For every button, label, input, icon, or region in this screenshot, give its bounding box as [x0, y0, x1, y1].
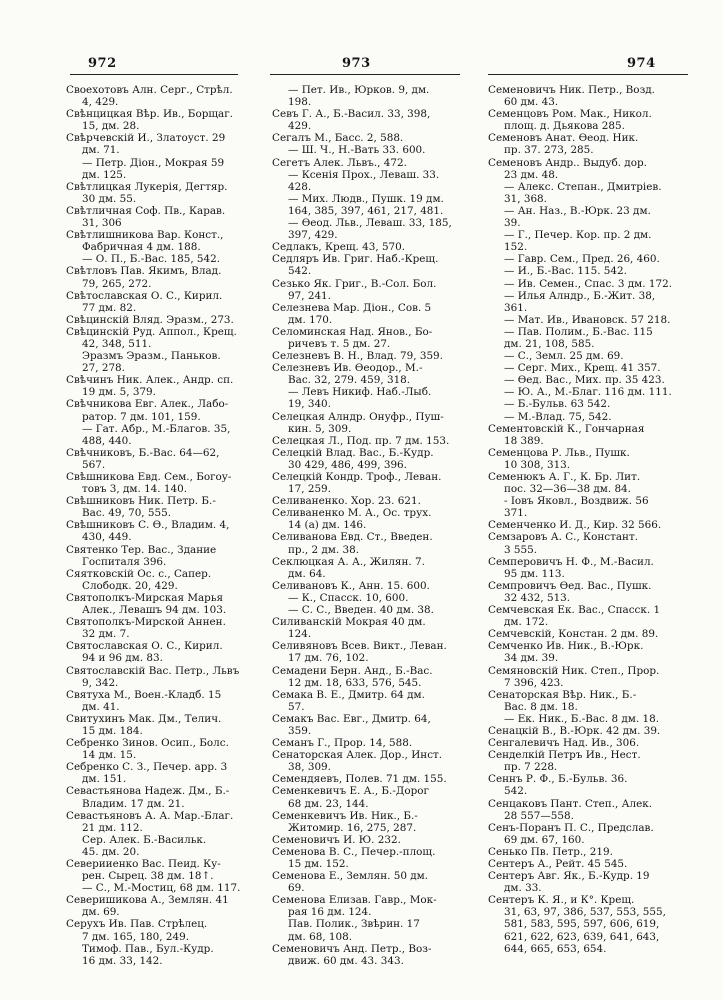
entry-line: 94 и 96 дм. 83. [82, 652, 163, 665]
entry-line: дм. 170. [288, 313, 333, 326]
entry-line: Свитухинъ Мак. Дм., Телич. [66, 712, 222, 725]
entry-line: Семенова Е., Землян. 50 дм. [272, 870, 429, 883]
entry-line: Сенько Пв. Петр., 219. [488, 845, 613, 858]
entry-line: Фабричная 4 дм. 188. [82, 241, 201, 254]
entry-line: Северииенко Вас. Пеид. Ку- [66, 858, 221, 870]
entry-line: 371. [504, 507, 528, 520]
entry-line: 39. [504, 217, 521, 230]
entry-line: товъ 3, дм. 14. 140. [82, 483, 188, 496]
entry-line: 18 389. [504, 434, 544, 447]
entry-line: Селезнева Мар. Діон., Сов. 5 [272, 301, 432, 314]
entry-line: 15 дм. 152. [288, 858, 349, 870]
entry-line: Святополкъ-Мирской Аннен. [66, 616, 226, 629]
entry-line: Селиванова Евд. Ст., Введен. [272, 531, 433, 544]
entry-line: дм. 125. [82, 168, 127, 181]
entry-line: Семеновъ Андр.. Выдуб. дор. [488, 156, 647, 169]
entry-line: 95 дм. 113. [504, 567, 565, 580]
entry-line: дм. 41. [82, 700, 120, 713]
entry-line: 164, 385, 397, 461, 217, 481. [288, 204, 444, 217]
entry-line: — Серг. Мих., Крещ. 41 357. [504, 362, 661, 375]
entry-line: Сенгалевичъ Над. Ив., 306. [488, 737, 640, 750]
entry-line: Семакъ Вас. Евг., Дмитр. 64, [272, 712, 431, 725]
entry-line: 621, 622, 623, 639, 641, 643, [504, 930, 660, 943]
entry-line: — Алекс. Степан., Дмитріев. [504, 180, 662, 193]
entry-line: Сезько Як. Григ., В.-Сол. Бол. [272, 277, 437, 290]
entry-line: Семеновъ Анат. Ѳеод. Ник. [488, 132, 639, 145]
entry-line: Святославскій Вас. Петр., Львъ [66, 664, 240, 677]
entry-line: 15 дм. 184. [82, 724, 143, 737]
entry-line: Святославская О. С., Кирил. [66, 640, 223, 653]
entry-line: — Ксенія Прох., Леваш. 33. [288, 168, 440, 181]
page-number-left: 972 [88, 56, 117, 71]
entry-line: пр. 7 228. [504, 761, 558, 774]
entry-line: Семенкевичъ Ив. Ник., Б.- [272, 809, 418, 822]
entry-line: — К., Спасск. 10, 600. [288, 591, 409, 604]
entry-line: — М.-Влад. 75, 542. [504, 410, 612, 423]
entry-line: 19 дм. 5, 379. [82, 386, 156, 399]
header-rule-right [488, 74, 688, 75]
entry-line: Семеновичъ Ник. Петр., Возд. [488, 84, 655, 96]
entry-line: 30 429, 486, 499, 396. [288, 458, 407, 471]
entry-line: 14 (а) дм. 146. [288, 519, 367, 532]
entry-line: Вас. 49, 70, 555. [82, 507, 172, 520]
entry-line: Силиванскій Мокрая 40 дм. [272, 616, 426, 629]
entry-line: дм. 71. [82, 144, 120, 157]
entry-line: Селоминская Над. Янов., Бо- [272, 325, 433, 338]
entry-line: 32 дм. 7. [82, 628, 130, 641]
entry-line: 152. [504, 241, 528, 254]
entry-line: Селецкій Влад. Вас., Б.-Кудр. [272, 446, 434, 459]
entry-line: Семчевская Ек. Вас., Спасск. 1 [488, 604, 661, 617]
entry-line: Сентеръ Авг. Як., Б.-Кудр. 19 [488, 870, 650, 883]
entry-line: — Ек. Ник., Б.-Вас. 8 дм. 18. [504, 712, 659, 725]
column-right [488, 84, 698, 955]
entry-line: 3 555. [504, 543, 538, 556]
entry-line: Семчевскій, Констан. 2 дм. 89. [488, 628, 659, 641]
entry-line: Себренко Зинов. Осип., Болс. [66, 737, 229, 750]
entry-line: Сенацкій В., В.-Юрк. 42 дм. 39. [488, 724, 661, 737]
entry-line: Свѣцинскій Руд. Аппол., Крещ. [66, 325, 237, 338]
entry-line: 69 дм. 67, 160. [504, 833, 585, 846]
entry-line: Семенченко И. Д., Кир. 32 566. [488, 519, 662, 532]
entry-line: пр., 2 дм. 38. [288, 543, 360, 556]
entry-line: движ. 60 дм. 43. 343. [288, 954, 404, 967]
entry-line: Пав. Полик., Звѣрин. 17 [288, 918, 420, 931]
entry-line: Свѣтлишникова Вар. Конст., [66, 229, 224, 242]
entry-line: Госпиталя 396. [82, 555, 167, 568]
entry-line: 644, 665, 653, 654. [504, 942, 607, 955]
entry-line: 31, 368. [504, 192, 547, 205]
entry-line: 45. дм. 20. [82, 845, 140, 858]
entry-line: — Мат. Ив., Ивановск. 57 218. [504, 313, 671, 326]
entry-line: 542. [288, 265, 312, 278]
entry-line: Сенъ-Поранъ П. С., Предслав. [488, 821, 654, 834]
entry-line: Семперовичъ Н. Ф., М.-Васил. [488, 555, 654, 568]
entry-line: — Ѳед. Вас., Мих. пр. 35 423. [504, 374, 665, 387]
entry-line: — Илья Алндр., Б.-Жит. 38, [504, 289, 656, 302]
entry-line: Свѣшниковъ С. Ѳ., Владим. 4, [66, 519, 230, 532]
entry-line: Селецкая Л., Под. пр. 7 дм. 153. [272, 434, 450, 447]
entry-line: 14 дм. 15. [82, 749, 137, 762]
entry-line: 542. [504, 785, 528, 798]
entry-line: 69. [288, 882, 305, 895]
entry-line: рая 16 дм. 124. [288, 906, 372, 919]
entry-line: Семака В. Е., Дмитр. 64 дм. [272, 688, 425, 701]
entry-line: Сегалъ М., Басс. 2, 588. [272, 132, 404, 145]
entry-line: площ. д. Дьякова 285. [504, 120, 625, 133]
entry-line: кин. 5, 309. [288, 422, 352, 435]
entry-line: Севастьянова Надеж. Дм., Б.- [66, 785, 230, 798]
entry-line: — С., М.-Мостиц, 68 дм. 117. [82, 882, 241, 895]
entry-line: — О. П., Б.-Вас. 185, 542. [82, 253, 221, 266]
page-number-right: 974 [627, 56, 656, 71]
entry-line: Семенцовъ Ром. Мак., Никол. [488, 108, 652, 121]
entry-line: Семченко Ив. Ник., В.-Юрк. [488, 640, 644, 653]
entry-line: — Ан. Наз., В.-Юрк. 23 дм. [504, 204, 651, 217]
entry-line: 57. [288, 700, 305, 713]
entry-line: 7 дм. 165, 180, 249. [82, 930, 190, 943]
entry-line: 124. [288, 628, 312, 641]
entry-line: 27, 278. [82, 362, 125, 375]
entry-line: Семенова Елизав. Гавр., Мок- [272, 894, 437, 907]
entry-line: рен. Сырец. 38 дм. 18↑. [82, 870, 214, 883]
entry-line: Сенцаковъ Пант. Степ., Алек. [488, 797, 653, 810]
entry-line: Слободк. 20, 429. [82, 579, 178, 592]
entry-line: Селивяновъ Всев. Викт., Леван. [272, 640, 447, 653]
entry-line: — Г., Печер. Кор. пр. 2 дм. [504, 229, 652, 242]
entry-line: Свѣтлицкая Лукерія, Дегтяр. [66, 180, 228, 193]
entry-line: — Левъ Никиф. Наб.-Лыб. [288, 386, 432, 399]
entry-line: 4, 429. [82, 96, 119, 109]
entry-line: Семенкевичъ Е. А., Б.-Дорог [272, 785, 429, 798]
entry-line: Свѣтловъ Пав. Якимъ, Влад. [66, 265, 222, 278]
entry-line: дм. 68, 108. [288, 930, 353, 943]
entry-line: 17 дм. 76, 102. [288, 652, 369, 665]
entry-line: Секлюцкая А. А., Жилян. 7. [272, 555, 425, 568]
entry-line: 430, 449. [82, 531, 132, 544]
entry-line: 361. [504, 301, 528, 314]
entry-line: Семанъ Г., Прор. 14, 588. [272, 737, 413, 750]
entry-line: Сенаторская Вѣр. Ник., Б.- [488, 688, 637, 701]
entry-line: пр. 37. 273, 285. [504, 144, 594, 157]
entry-line: Святополкъ-Мирская Марья [66, 591, 224, 604]
entry-line: Семенова В. С., Печер.-площ. [272, 845, 436, 858]
header-rule-center [270, 74, 460, 75]
entry-line: 15, дм. 28. [82, 120, 140, 133]
entry-line: 38, 309. [288, 761, 331, 774]
entry-line: 19, 340. [288, 398, 331, 411]
column-center [272, 84, 477, 967]
entry-line: Сяятковскій Ос. с., Сапер. [66, 567, 212, 580]
entry-line: 42, 348, 511. [82, 337, 152, 350]
entry-line: Селиваненко М. А., Ос. трух. [272, 507, 432, 520]
entry-line: Свѣшникова Евд. Сем., Богоу- [66, 471, 232, 483]
entry-line: Семеновичъ И. Ю. 232. [272, 833, 401, 846]
entry-line: дм. 172. [504, 616, 549, 629]
entry-line: 32 432, 513. [504, 591, 571, 604]
entry-line: 34 дм. 39. [504, 652, 559, 665]
entry-line: Седлакъ, Крещ. 43, 570. [272, 241, 406, 254]
entry-line: — Ю. А., М.-Благ. 116 дм. 111. [504, 386, 672, 399]
entry-line: 68 дм. 23, 144. [288, 797, 369, 810]
entry-line: 79, 265, 272. [82, 277, 152, 290]
entry-line: ратор. 7 дм. 101, 159. [82, 410, 201, 423]
entry-line: Селезневъ В. Н., Влад. 79, 359. [272, 350, 443, 363]
entry-line: Свѣтличная Соф. Пв., Карав. [66, 204, 226, 217]
entry-line: 488, 440. [82, 434, 132, 447]
entry-line: 23 дм. 48. [504, 168, 559, 181]
entry-line: Сенаторская Алек. Дор., Инст. [272, 749, 443, 762]
entry-line: Сементовскій К., Гончарная [488, 422, 645, 435]
entry-line: Алек., Левашъ 94 дм. 103. [82, 604, 227, 617]
entry-line: Эразмъ Эразм., Паньков. [82, 350, 221, 363]
entry-line: — Петр. Діон., Мокрая 59 [82, 156, 225, 169]
entry-line: — Пет. Ив., Юрков. 9, дм. [288, 84, 430, 96]
entry-line: 10 308, 313. [504, 458, 571, 471]
entry-line: Сеннъ Р. Ф., Б.-Бульв. 36. [488, 773, 628, 786]
entry-line: 28 557—558. [504, 809, 574, 822]
entry-line: 16 дм. 33, 142. [82, 954, 163, 967]
entry-line: 77 дм. 82. [82, 301, 137, 314]
entry-line: дм. 21, 108, 585. [504, 337, 595, 350]
entry-line: Вас. 32, 279. 459, 318. [288, 374, 411, 387]
entry-line: 429. [288, 120, 312, 133]
entry-line: Селецкій Кондр. Троф., Леван. [272, 471, 442, 483]
entry-line: — И., Б.-Вас. 115. 542. [504, 265, 627, 278]
entry-line: дм. 69. [82, 906, 120, 919]
entry-line: 397, 429. [288, 229, 338, 242]
entry-line: Свѣцинскій Вляд. Эразм., 273. [66, 313, 234, 326]
entry-line: Семяновскій Ник. Степ., Прор. [488, 664, 660, 677]
entry-line: Севъ Г. А., Б.-Васил. 33, 398, [272, 108, 431, 121]
entry-line: Семенцова Р. Льв., Пушк. [488, 446, 630, 459]
entry-line: Своехотовъ Алн. Серг., Стрѣл. [66, 84, 233, 96]
entry-line: ричевъ т. 5 дм. 27. [288, 337, 391, 350]
entry-line: Житомир. 16, 275, 287. [288, 821, 417, 834]
entry-line: Сегетъ Алек. Львъ., 472. [272, 156, 407, 169]
entry-line: Семенюкъ А. Г., К. Бр. Лит. [488, 471, 641, 483]
entry-line: Семеновичъ Анд. Петр., Воз- [272, 942, 432, 955]
column-left [66, 84, 262, 967]
entry-line: Селиваненко. Хор. 23. 621. [272, 495, 421, 508]
entry-line: Сентеръ К. Я., и К°. Крещ. [488, 894, 635, 907]
entry-line: 97, 241. [288, 289, 331, 302]
entry-line: — Пав. Полим., Б.-Вас. 115 [504, 325, 653, 338]
entry-line: Себренко С. З., Печер. арр. 3 [66, 761, 228, 774]
entry-line: 7 396, 423. [504, 676, 564, 689]
entry-line: 359. [288, 724, 312, 737]
entry-line: Седляръ Ив. Григ. Наб.-Крещ. [272, 253, 439, 266]
entry-line: Сентеръ А., Рейт. 45 545. [488, 858, 628, 870]
entry-line: Свѣрчевскій И., Златоуст. 29 [66, 132, 226, 145]
entry-line: Святенко Тер. Вас., Здание [66, 543, 217, 556]
entry-line: Святуха М., Воен.-Кладб. 15 [66, 688, 222, 701]
entry-line: 17, 259. [288, 483, 331, 496]
entry-line: 428. [288, 180, 312, 193]
entry-line: — С., Земл. 25 дм. 69. [504, 350, 624, 363]
entry-line: — Гавр. Сем., Пред. 26, 460. [504, 253, 660, 266]
entry-line: — Мих. Людв., Пушк. 19 дм. [288, 192, 444, 205]
entry-line: дм. 33. [504, 882, 542, 895]
entry-line: — С. С., Введен. 40 дм. 38. [288, 604, 434, 617]
entry-line: Тимоф. Пав., Бул.-Кудр. [82, 942, 214, 955]
entry-line: дм. 151. [82, 773, 127, 786]
entry-line: Свѣшниковъ Ник. Петр. Б.- [66, 495, 216, 508]
entry-line: 581, 583, 595, 597, 606, 619, [504, 918, 660, 931]
header-rule-left [70, 74, 238, 75]
entry-line: дм. 64. [288, 567, 326, 580]
entry-line: Селивановъ К., Анн. 15. 600. [272, 579, 430, 592]
entry-line: — Гат. Абр., М.-Благов. 35, [82, 422, 231, 435]
entry-line: Свѣчникова Евг. Алек., Лабо- [66, 398, 229, 411]
entry-line: Семзаровъ А. С., Констант. [488, 531, 639, 544]
entry-line: Северишикова А., Землян. 41 [66, 894, 229, 907]
entry-line: пос. 32—36—38 дм. 84. [504, 483, 631, 496]
entry-line: 198. [288, 96, 312, 109]
entry-line: Семадени Берн. Анд., Б.-Вас. [272, 664, 433, 677]
entry-line: Вас. 8 дм. 18. [504, 700, 578, 713]
entry-line: 30 дм. 55. [82, 192, 137, 205]
entry-line: Свѣнцицкая Вѣр. Ив., Борщаг. [66, 108, 233, 121]
entry-line: Селезневъ Ив. Ѳеодор., М.- [272, 362, 423, 375]
entry-line: Селецкая Алндр. Онуфр., Пуш- [272, 410, 444, 423]
entry-line: Севастьяновъ А. А. Мар.-Благ. [66, 809, 234, 822]
entry-line: Сенделкій Петръ Ив., Нест. [488, 749, 641, 762]
entry-line: 31, 306 [82, 217, 122, 230]
entry-line: — Б.-Бульв. 63 542. [504, 398, 611, 411]
entry-line: — Ив. Семен., Спас. 3 дм. 172. [504, 277, 673, 290]
page-number-center: 973 [342, 56, 371, 71]
entry-line: 9, 342. [82, 676, 119, 689]
entry-line: — Ш. Ч., Н.-Вать 33. 600. [288, 144, 426, 157]
entry-line: - Іовъ Яковл., Воздвиж. 56 [504, 495, 649, 508]
entry-line: 567. [82, 458, 106, 471]
entry-line: Семпровичъ Ѳед. Вас., Пушк. [488, 579, 652, 592]
entry-line: — Ѳеод. Льв., Леваш. 33, 185, [288, 217, 452, 230]
entry-line: 12 дм. 18, 633, 576, 545. [288, 676, 422, 689]
entry-line: Свѣтославская О. С., Кирил. [66, 289, 223, 302]
entry-line: 21 дм. 112. [82, 821, 143, 834]
entry-line: Свѣчинъ Ник. Алек., Андр. сп. [66, 374, 234, 387]
entry-line: Владим. 17 дм. 21. [82, 797, 185, 810]
entry-line: Серухъ Ив. Пав. Стрѣлец. [66, 918, 208, 931]
entry-line: 60 дм. 43. [504, 96, 559, 109]
entry-line: 31, 63, 97, 386, 537, 553, 555, [504, 906, 666, 919]
entry-line: Семендяевъ, Полев. 71 дм. 155. [272, 773, 447, 786]
entry-line: Сер. Алек. Б.-Васильк. [82, 833, 207, 846]
entry-line: Свѣчниковъ, Б.-Вас. 64—62, [66, 446, 220, 459]
